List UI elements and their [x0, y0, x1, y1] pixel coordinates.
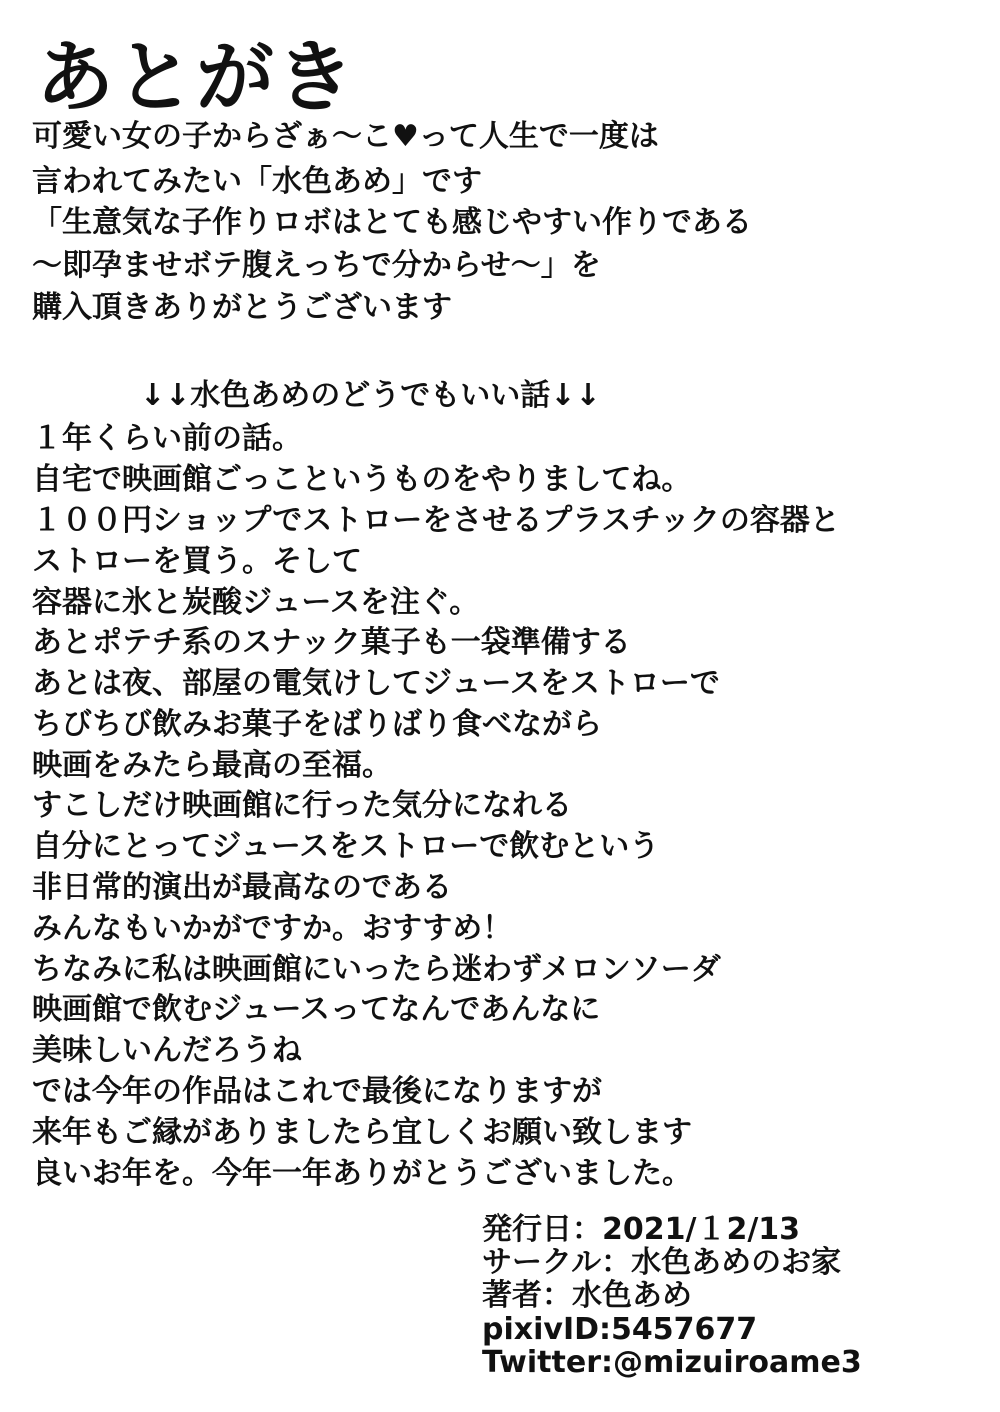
- circle-name: サークル：水色あめのお家: [482, 1245, 842, 1280]
- story-line: 美味しいんだろうね: [32, 1033, 302, 1068]
- intro-line: 可愛い女の子からざぁ〜こ♥って人生で一度は: [32, 119, 659, 154]
- story-line: 来年もご縁がありましたら宜しくお願い致します: [32, 1115, 692, 1150]
- story-line: １００円ショップでストローをさせるプラスチックの容器と: [32, 503, 840, 538]
- twitter-handle: Twitter:@mizuiroame3: [482, 1345, 862, 1380]
- story-line: 映画館で飲むジュースってなんであんなに: [32, 992, 601, 1027]
- intro-line: 言われてみたい「水色あめ」です: [32, 164, 482, 199]
- release-date: 発行日：2021/１2/13: [482, 1212, 801, 1247]
- story-line: すこしだけ映画館に行った気分になれる: [32, 788, 572, 823]
- author-name: 著者：水色あめ: [482, 1278, 692, 1313]
- story-line: 自宅で映画館ごっこというものをやりましてね。: [32, 462, 692, 497]
- story-line: 非日常的演出が最高なのである: [32, 870, 452, 905]
- story-line: 良いお年を。今年一年ありがとうございました。: [32, 1156, 692, 1191]
- page-title: あとがき: [36, 33, 357, 123]
- section-heading: ↓↓水色あめのどうでもいい話↓↓: [140, 378, 601, 413]
- story-line: あとは夜、部屋の電気けしてジュースをストローで: [32, 666, 720, 701]
- intro-line: 〜即孕ませボテ腹えっちで分からせ〜」を: [32, 248, 601, 283]
- story-line: ストローを買う。そして: [32, 544, 362, 579]
- story-line: 自分にとってジュースをストローで飲むという: [32, 829, 660, 864]
- story-line: ちなみに私は映画館にいったら迷わずメロンソーダ: [32, 952, 721, 987]
- story-line: 容器に氷と炭酸ジュースを注ぐ。: [32, 585, 480, 620]
- story-line: あとポテチ系のスナック菓子も一袋準備する: [32, 625, 631, 660]
- intro-line: 「生意気な子作りロボはとても感じやすい作りである: [32, 205, 752, 240]
- story-line: みんなもいかがですか。おすすめ！: [32, 911, 513, 946]
- intro-line: 購入頂きありがとうございます: [32, 290, 452, 325]
- story-line: １年くらい前の話。: [32, 421, 302, 456]
- story-line: ちびちび飲みお菓子をばりばり食べながら: [32, 707, 602, 742]
- story-line: 映画をみたら最高の至福。: [32, 748, 392, 783]
- pixiv-id: pixivID:5457677: [482, 1312, 758, 1347]
- story-line: では今年の作品はこれで最後になりますが: [32, 1074, 602, 1109]
